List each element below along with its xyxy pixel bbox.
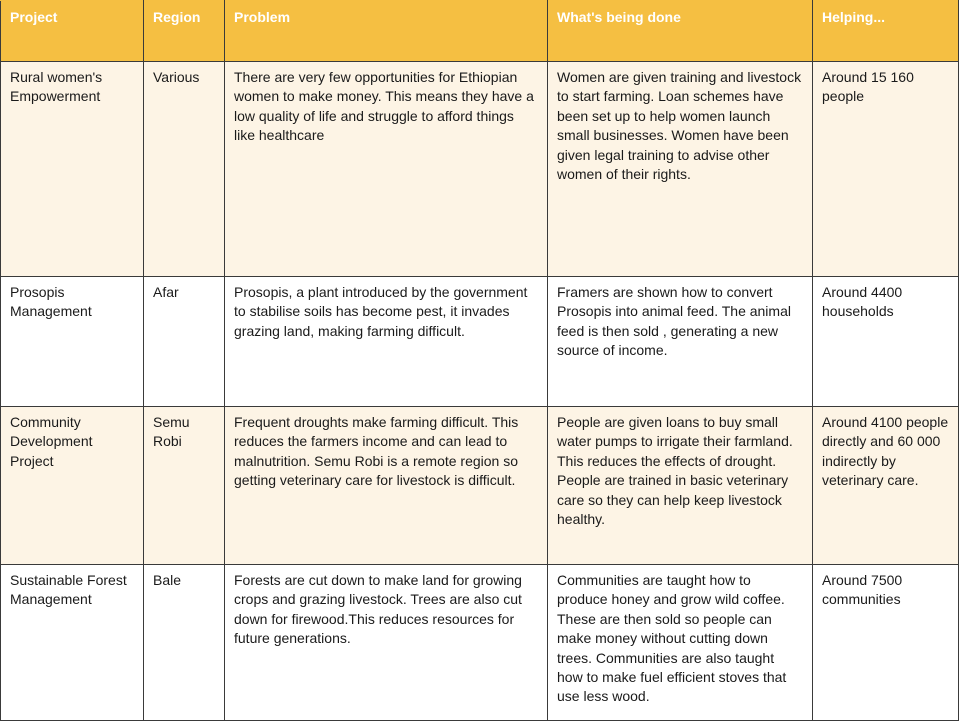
cell-region: Semu Robi	[144, 407, 225, 565]
cell-helping: Around 7500 communities	[813, 565, 959, 721]
header-problem: Problem	[225, 1, 548, 62]
header-action: What's being done	[548, 1, 813, 62]
cell-project: Prosopis Management	[1, 277, 144, 407]
header-row	[1, 1, 959, 62]
cell-action: Women are given training and livestock to start farming. Loan schemes have been set up to help women launch small businesses. Women have been given legal training to advise other women of their rights.	[548, 62, 813, 277]
table-row	[1, 62, 959, 277]
cell-helping: Around 4100 people directly and 60 000 indirectly by veterinary care.	[813, 407, 959, 565]
table-header	[1, 1, 959, 62]
cell-problem: Forests are cut down to make land for growing crops and grazing livestock. Trees are also cut down for firewood.This reduces resources for future generations.	[225, 565, 548, 721]
cell-region: Bale	[144, 565, 225, 721]
cell-project: Sustainable Forest Management	[1, 565, 144, 721]
cell-helping: Around 4400 households	[813, 277, 959, 407]
table-body	[1, 62, 959, 721]
cell-project: Community Development Project	[1, 407, 144, 565]
cell-action: Framers are shown how to convert Prosopis into animal feed. The animal feed is then sold , generating a new source of income.	[548, 277, 813, 407]
cell-region: Various	[144, 62, 225, 277]
cell-region: Afar	[144, 277, 225, 407]
cell-problem: Prosopis, a plant introduced by the government to stabilise soils has become pest, it invades grazing land, making farming difficult.	[225, 277, 548, 407]
cell-action: People are given loans to buy small water pumps to irrigate their farmland. This reduces the effects of drought. People are trained in basic veterinary care so they can help keep livestock healthy.	[548, 407, 813, 565]
table-row	[1, 277, 959, 407]
header-region: Region	[144, 1, 225, 62]
cell-helping: Around 15 160 people	[813, 62, 959, 277]
table-row	[1, 407, 959, 565]
table-row	[1, 565, 959, 721]
cell-problem: Frequent droughts make farming difficult. This reduces the farmers income and can lead to malnutrition. Semu Robi is a remote region so getting veterinary care for livestock is difficult.	[225, 407, 548, 565]
header-project: Project	[1, 1, 144, 62]
cell-problem: There are very few opportunities for Ethiopian women to make money. This means they have a low quality of life and struggle to afford things like healthcare	[225, 62, 548, 277]
cell-project: Rural women's Empowerment	[1, 62, 144, 277]
cell-action: Communities are taught how to produce honey and grow wild coffee. These are then sold so people can make money without cutting down trees. Communities are also taught how to make fuel efficient stoves that use less wood.	[548, 565, 813, 721]
header-helping: Helping...	[813, 1, 959, 62]
